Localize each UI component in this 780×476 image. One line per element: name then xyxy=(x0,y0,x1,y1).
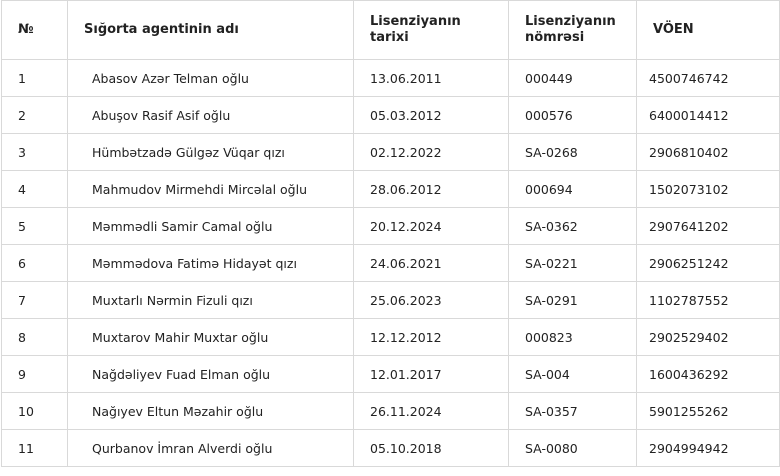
cell-license-number: 000449 xyxy=(509,60,637,97)
cell-license-number: 000694 xyxy=(509,171,637,208)
cell-number: 7 xyxy=(2,282,68,319)
cell-license-number: SA-004 xyxy=(509,356,637,393)
cell-agent-name: Hümbətzadə Gülgəz Vüqar qızı xyxy=(68,134,354,171)
table-row xyxy=(2,282,780,319)
cell-agent-name: Qurbanov İmran Alverdi oğlu xyxy=(68,430,354,467)
cell-license-date: 24.06.2021 xyxy=(354,245,509,282)
cell-agent-name: Muxtarov Mahir Muxtar oğlu xyxy=(68,319,354,356)
header-license-date xyxy=(354,1,509,60)
cell-voen: 2906251242 xyxy=(637,245,780,282)
table-row xyxy=(2,171,780,208)
cell-license-number: SA-0080 xyxy=(509,430,637,467)
agents-table xyxy=(1,0,780,467)
cell-voen: 6400014412 xyxy=(637,97,780,134)
table-header-row xyxy=(2,1,780,60)
cell-voen: 1102787552 xyxy=(637,282,780,319)
header-license-number xyxy=(509,1,637,60)
cell-license-number: SA-0291 xyxy=(509,282,637,319)
cell-license-date: 12.01.2017 xyxy=(354,356,509,393)
cell-license-number: 000576 xyxy=(509,97,637,134)
cell-number: 5 xyxy=(2,208,68,245)
cell-license-date: 26.11.2024 xyxy=(354,393,509,430)
cell-number: 11 xyxy=(2,430,68,467)
cell-voen: 2907641202 xyxy=(637,208,780,245)
cell-license-date: 20.12.2024 xyxy=(354,208,509,245)
cell-number: 1 xyxy=(2,60,68,97)
cell-license-number: 000823 xyxy=(509,319,637,356)
cell-number: 9 xyxy=(2,356,68,393)
cell-voen: 4500746742 xyxy=(637,60,780,97)
table-row xyxy=(2,60,780,97)
table-row xyxy=(2,393,780,430)
cell-agent-name: Muxtarlı Nərmin Fizuli qızı xyxy=(68,282,354,319)
cell-number: 6 xyxy=(2,245,68,282)
cell-agent-name: Abuşov Rasif Asif oğlu xyxy=(68,97,354,134)
cell-license-date: 28.06.2012 xyxy=(354,171,509,208)
header-license-number-label: Lisenziyanın nömrəsi xyxy=(525,14,616,45)
cell-number: 3 xyxy=(2,134,68,171)
cell-number: 2 xyxy=(2,97,68,134)
cell-agent-name: Nağıyev Eltun Məzahir oğlu xyxy=(68,393,354,430)
cell-license-date: 02.12.2022 xyxy=(354,134,509,171)
header-agent-name xyxy=(68,1,354,60)
header-number-label: № xyxy=(18,22,34,37)
cell-license-number: SA-0221 xyxy=(509,245,637,282)
cell-voen: 1600436292 xyxy=(637,356,780,393)
cell-license-date: 13.06.2011 xyxy=(354,60,509,97)
cell-license-number: SA-0357 xyxy=(509,393,637,430)
table-row xyxy=(2,356,780,393)
cell-license-date: 05.10.2018 xyxy=(354,430,509,467)
header-agent-name-label: Sığorta agentinin adı xyxy=(84,22,239,37)
cell-agent-name: Nağdəliyev Fuad Elman oğlu xyxy=(68,356,354,393)
cell-agent-name: Abasov Azər Telman oğlu xyxy=(68,60,354,97)
cell-agent-name: Məmmədova Fatimə Hidayət qızı xyxy=(68,245,354,282)
table-row xyxy=(2,134,780,171)
cell-voen: 2906810402 xyxy=(637,134,780,171)
cell-number: 10 xyxy=(2,393,68,430)
cell-license-date: 25.06.2023 xyxy=(354,282,509,319)
cell-license-number: SA-0268 xyxy=(509,134,637,171)
cell-license-date: 05.03.2012 xyxy=(354,97,509,134)
cell-license-number: SA-0362 xyxy=(509,208,637,245)
cell-number: 8 xyxy=(2,319,68,356)
table-row xyxy=(2,319,780,356)
cell-license-date: 12.12.2012 xyxy=(354,319,509,356)
table-row xyxy=(2,245,780,282)
header-voen xyxy=(637,1,780,60)
table-row xyxy=(2,97,780,134)
cell-voen: 2904994942 xyxy=(637,430,780,467)
cell-number: 4 xyxy=(2,171,68,208)
table-row xyxy=(2,430,780,467)
table-row xyxy=(2,208,780,245)
cell-agent-name: Məmmədli Samir Camal oğlu xyxy=(68,208,354,245)
header-number xyxy=(2,1,68,60)
cell-agent-name: Mahmudov Mirmehdi Mircəlal oğlu xyxy=(68,171,354,208)
cell-voen: 5901255262 xyxy=(637,393,780,430)
header-voen-label: VÖEN xyxy=(653,22,694,37)
cell-voen: 2902529402 xyxy=(637,319,780,356)
cell-voen: 1502073102 xyxy=(637,171,780,208)
table-body xyxy=(2,60,780,467)
header-license-date-label: Lisenziyanın tarixi xyxy=(370,14,461,45)
